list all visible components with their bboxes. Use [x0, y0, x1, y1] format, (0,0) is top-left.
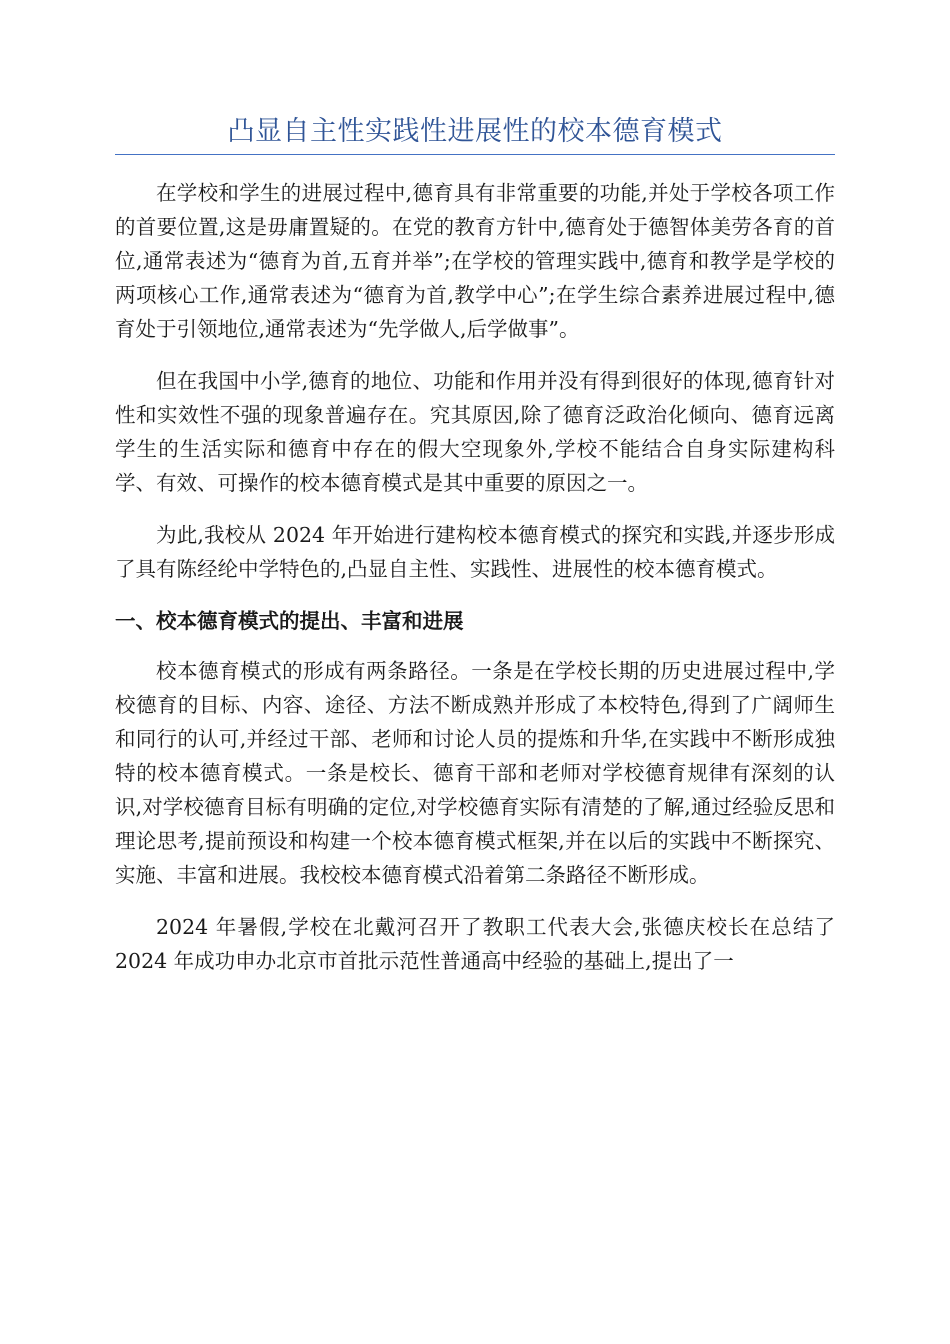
document-body — [115, 176, 835, 996]
body-paragraph: 在学校和学生的进展过程中,德育具有非常重要的功能,并处于学校各项工作的首要位置,这是毋庸置疑的。在党的教育方针中,德育处于德智体美劳各育的首位,通常表述为“德育为首,五育并举”;在学校的管理实践中,德育和教学是学校的两项核心工作,通常表述为“德育为首,教学中心”;在学生综合素养进展过程中,德育处于引领地位,通常表述为“先学做人,后学做事”。 — [115, 181, 835, 341]
body-paragraph: 为此,我校从 2024 年开始进行建构校本德育模式的探究和实践,并逐步形成了具有陈经纶中学特色的,凸显自主性、实践性、进展性的校本德育模式。 — [115, 523, 835, 581]
body-paragraph: 校本德育模式的形成有两条路径。一条是在学校长期的历史进展过程中,学校德育的目标、内容、途径、方法不断成熟并形成了本校特色,得到了广阔师生和同行的认可,并经过干部、老师和讨论人员的提炼和升华,在实践中不断形成独特的校本德育模式。一条是校长、德育干部和老师对学校德育规律有深刻的认识,对学校德育目标有明确的定位,对学校德育实际有清楚的了解,通过经验反思和理论思考,提前预设和构建一个校本德育模式框架,并在以后的实践中不断探究、实施、丰富和进展。我校校本德育模式沿着第二条路径不断形成。 — [115, 659, 835, 887]
document-title: 凸显自主性实践性进展性的校本德育模式 — [227, 116, 723, 147]
section-heading: 一、校本德育模式的提出、丰富和进展 — [115, 609, 464, 633]
title-underline — [115, 154, 835, 155]
body-paragraph: 但在我国中小学,德育的地位、功能和作用并没有得到很好的体现,德育针对性和实效性不强的现象普遍存在。究其原因,除了德育泛政治化倾向、德育远离学生的生活实际和德育中存在的假大空现象外,学校不能结合自身实际建构科学、有效、可操作的校本德育模式是其中重要的原因之一。 — [115, 369, 835, 495]
body-paragraph: 2024 年暑假,学校在北戴河召开了教职工代表大会,张德庆校长在总结了 2024 年成功申办北京市首批示范性普通高中经验的基础上,提出了一 — [115, 915, 835, 973]
